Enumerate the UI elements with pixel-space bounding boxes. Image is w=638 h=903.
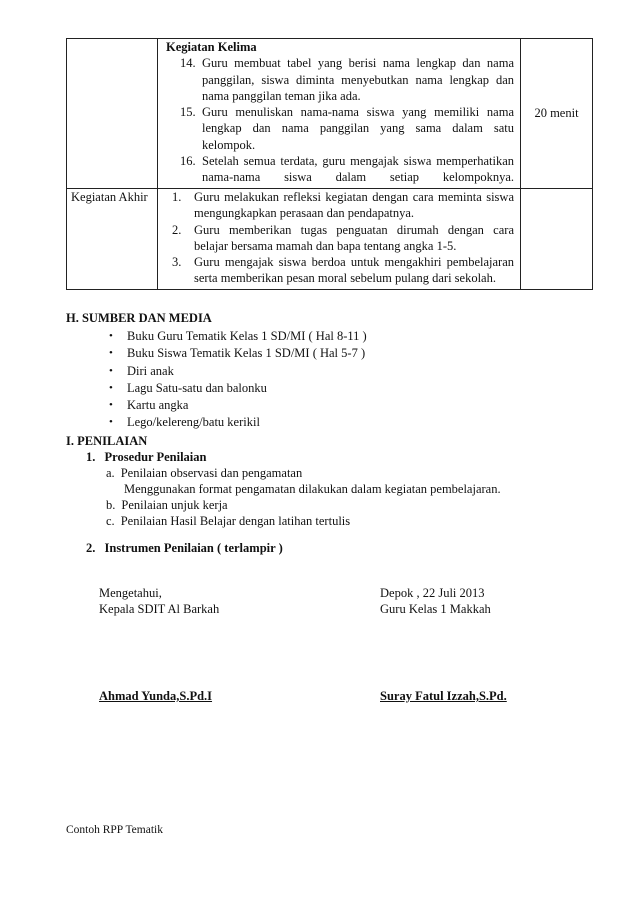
list-item: 3. Guru mengajak siswa berdoa untuk mengakhiri pembelajaran serta memberikan pesan moral sebelum pulang dari sekolah. (172, 255, 514, 286)
list-item: • Buku Guru Tematik Kelas 1 SD/MI ( Hal 8-11 ) (106, 328, 367, 345)
activity-heading: Kegiatan Kelima (166, 40, 257, 54)
bullet-icon: • (109, 347, 113, 360)
page-footer: Contoh RPP Tematik (66, 824, 163, 836)
list-item: • Lagu Satu-satu dan balonku (106, 380, 367, 397)
time-cell: 20 menit (521, 39, 593, 189)
activity-table (66, 38, 593, 290)
bullet-icon: • (109, 364, 113, 377)
bullet-icon: • (109, 416, 113, 429)
list-item: 2. Guru memberikan tugas penguatan dirumah dengan cara belajar bersama mamah dan bapa tentang angka 1-5. (172, 222, 514, 253)
list-item: • Buku Siswa Tematik Kelas 1 SD/MI ( Hal 5-7 ) (106, 345, 367, 362)
bullet-icon: • (109, 381, 113, 394)
list-item: • Lego/kelereng/batu kerikil (106, 414, 367, 431)
signature-role: Kepala SDIT Al Barkah (99, 602, 220, 617)
signature-left (99, 585, 219, 618)
subsection-number: 1. (86, 450, 96, 464)
stage-cell: Kegiatan Akhir (67, 189, 158, 290)
section-title: H. SUMBER DAN MEDIA (66, 311, 212, 325)
list-item: b. Penilaian unjuk kerja (106, 498, 228, 512)
list-item: • Kartu angka (106, 397, 367, 414)
signature-caption: Depok , 22 Juli 2013 (380, 586, 485, 600)
bullet-icon: • (109, 399, 113, 412)
section-sumber-media (66, 310, 367, 431)
activity-cell (158, 39, 521, 189)
signatory-name-right: Suray Fatul Izzah,S.Pd. (380, 689, 507, 703)
signatory-name-left: Ahmad Yunda,S.Pd.I (99, 689, 213, 703)
list-item: • Diri anak (106, 363, 367, 380)
list-item: c. Penilaian Hasil Belajar dengan latihan tertulis (106, 514, 351, 528)
signature-caption: Mengetahui, (99, 586, 162, 600)
section-title: I. PENILAIAN (66, 434, 148, 448)
table-row (67, 39, 593, 189)
table-row (67, 189, 593, 290)
list-item: a. Penilaian observasi dan pengamatan (106, 466, 303, 480)
signature-right (380, 585, 491, 618)
subsection-prosedur (86, 449, 206, 465)
signature-role: Guru Kelas 1 Makkah (380, 602, 491, 617)
time-cell (521, 189, 593, 290)
list-item: 15. Guru menuliskan nama-nama siswa yang memiliki nama lengkap dan nama panggilan yang sama dalam satu kelompok. (180, 105, 514, 152)
subsection-title: Instrumen Penilaian ( terlampir ) (104, 541, 283, 555)
activity-cell (158, 189, 521, 290)
subsection-title: Prosedur Penilaian (104, 450, 207, 464)
bullet-icon: • (109, 330, 113, 343)
section-penilaian (66, 433, 147, 449)
list-item: Menggunakan format pengamatan dilakukan dalam kegiatan pembelajaran. (124, 482, 501, 496)
list-item: 14. Guru membuat tabel yang berisi nama lengkap dan nama panggilan, siswa diminta menyebutkan nama lengkap dan nama panggilan teman jika ada. (180, 56, 514, 103)
subsection-instrumen (86, 540, 283, 556)
subsection-number: 2. (86, 541, 96, 555)
list-item: 16. Setelah semua terdata, guru mengajak siswa memperhatikan nama-nama siswa dalam setiap kelompoknya. (180, 153, 514, 184)
stage-cell (67, 39, 158, 189)
list-item: 1. Guru melakukan refleksi kegiatan dengan cara meminta siswa mengungkapkan perasaan dan pendapatnya. (172, 190, 514, 221)
